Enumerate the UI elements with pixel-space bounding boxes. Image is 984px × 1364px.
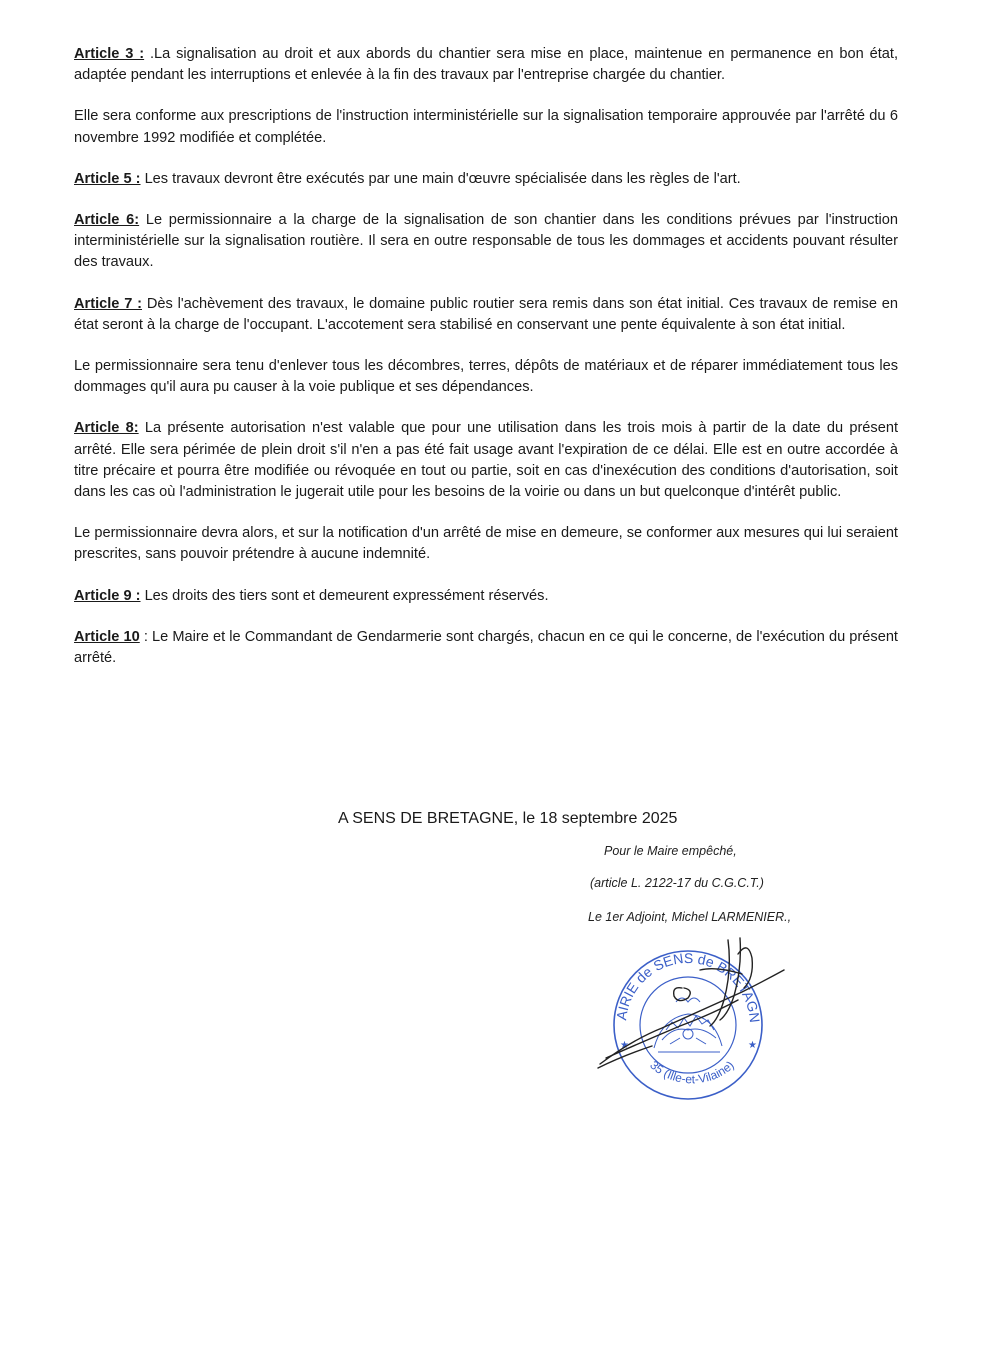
article-6 bbox=[74, 210, 898, 274]
article-8-label: Article 8: bbox=[74, 420, 139, 437]
article-3-text: .La signalisation au droit et aux abords du chantier sera mise en place, maintenue en permanence en bon état, adaptée pendant les interruptions et enlevée à la fin des travaux par l'entreprise chargée du chantier. bbox=[74, 46, 898, 84]
signature-line-article: (article L. 2122-17 du C.G.C.T.) bbox=[590, 876, 764, 890]
article-5-text: Les travaux devront être exécutés par une main d'œuvre spécialisée dans les règles de l'art. bbox=[140, 170, 741, 187]
signature-line-deputy: Le 1er Adjoint, Michel LARMENIER., bbox=[588, 910, 792, 924]
article-10 bbox=[74, 627, 898, 669]
svg-text:★: ★ bbox=[620, 1040, 629, 1051]
stamp-seal bbox=[592, 930, 763, 1099]
article-8-text: La présente autorisation n'est valable que pour une utilisation dans les trois mois à partir de la date du présent arrêté. Elle sera périmée de plein droit s'il n'en a pas été fait usage avant l'expiration de ce délai. Elle est en outre accordée à titre précaire et pourra être modifiée ou révoquée en tout ou partie, soit en cas d'inexécution des conditions d'autorisation, soit dans les cas où l'administration le jugerait utile pour les besoins de la voirie ou dans un but quelconque d'intérêt public. bbox=[74, 420, 899, 501]
stamp-bottom-text: 35 (Ille-et-Vilaine) bbox=[647, 1057, 737, 1087]
article-7 bbox=[74, 294, 898, 336]
article-8 bbox=[74, 418, 898, 503]
article-10-label: Article 10 bbox=[74, 628, 140, 645]
article-9-label: Article 9 : bbox=[74, 587, 141, 604]
article-3 bbox=[74, 44, 898, 86]
article-6-label: Article 6: bbox=[74, 212, 140, 229]
article-9-text: Les droits des tiers sont et demeurent expressément réservés. bbox=[140, 587, 549, 604]
article-7-paragraph-2: Le permissionnaire sera tenu d'enlever tous les décombres, terres, dépôts de matériaux et de réparer immédiatement tous les dommages qu'il aura pu causer à la voie publique et ses dépendances. bbox=[74, 358, 898, 396]
article-6-text: Le permissionnaire a la charge de la signalisation de son chantier dans les conditions prévues par l'instruction interministérielle sur la signalisation routière. Il sera en outre responsable de tous les dommages et accidents pouvant résulter des travaux. bbox=[74, 212, 898, 271]
article-10-text: : Le Maire et le Commandant de Gendarmerie sont chargés, chacun en ce qui le concerne, de l'exécution du présent arrêté. bbox=[74, 628, 898, 667]
article-7-label: Article 7 : bbox=[74, 295, 143, 312]
article-8-paragraph-2: Le permissionnaire devra alors, et sur la notification d'un arrêté de mise en demeure, se conformer aux mesures qui lui seraient prescrites, sans pouvoir prétendre à aucune indemnité. bbox=[74, 525, 898, 563]
article-3-paragraph-2: Elle sera conforme aux prescriptions de l'instruction interministérielle sur la signalisation temporaire approuvée par l'arrêté du 6 novembre 1992 modifiée et complétée. bbox=[74, 108, 898, 146]
svg-text:★: ★ bbox=[748, 1040, 757, 1051]
stamp-graphic bbox=[592, 930, 792, 1100]
place-and-date: A SENS DE BRETAGNE, le 18 septembre 2025 bbox=[338, 810, 678, 827]
official-stamp bbox=[592, 930, 792, 1100]
signature-line-mayor: Pour le Maire empêché, bbox=[604, 844, 737, 858]
document-body bbox=[74, 44, 898, 689]
article-9 bbox=[74, 586, 898, 607]
article-5 bbox=[74, 169, 898, 190]
article-7-text: Dès l'achèvement des travaux, le domaine public routier sera remis dans son état initial. Ces travaux de remise en état seront à la charge de l'occupant. L'accotement sera stabilisé en conservant une pente équivalente à son état initial. bbox=[74, 295, 898, 333]
article-3-label: Article 3 : bbox=[74, 46, 145, 62]
stamp-top-text: AIRIE de SENS de BRETAGN bbox=[613, 949, 764, 1024]
article-5-label: Article 5 : bbox=[74, 170, 141, 187]
